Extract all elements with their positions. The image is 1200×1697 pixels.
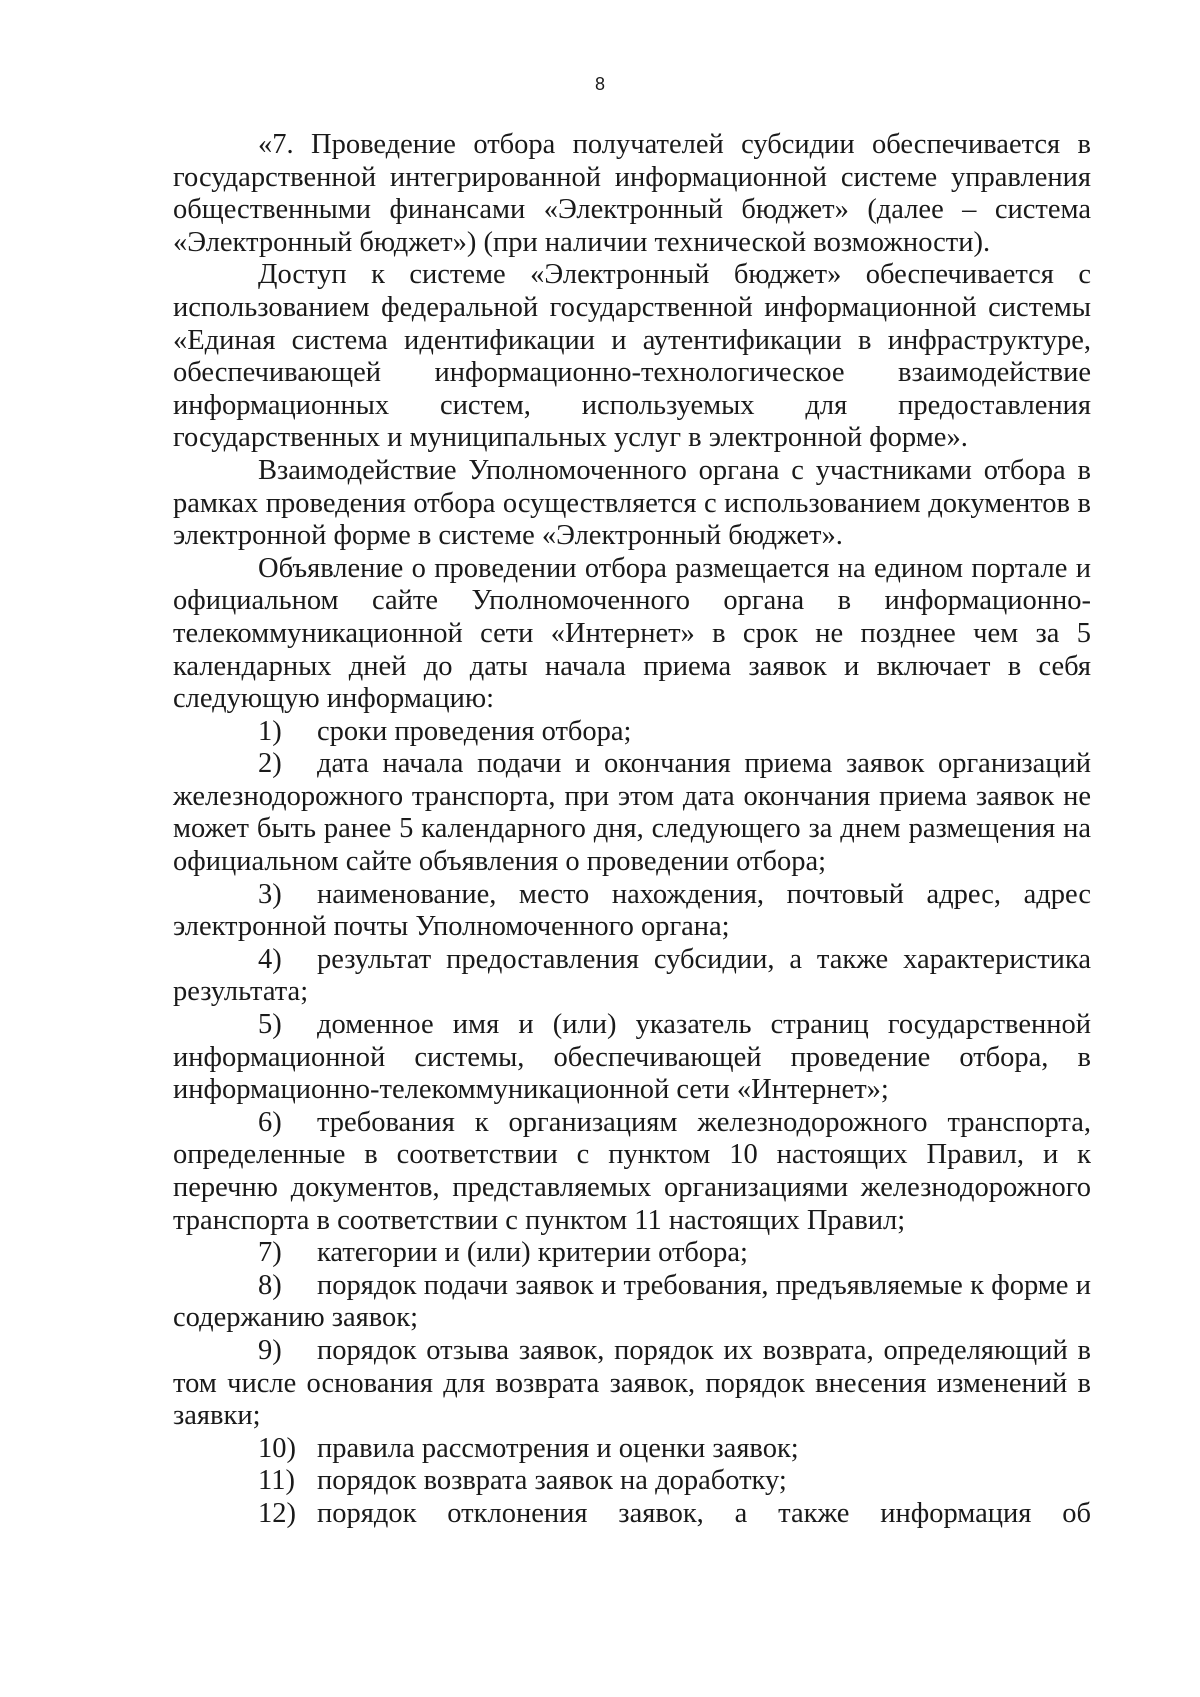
list-item [173,1498,1091,1531]
list-item-number: 10) [258,1432,296,1464]
list-item [173,1465,1091,1498]
list-item-number: 8) [258,1269,282,1301]
list-item [173,1237,1091,1270]
paragraph-announcement: Объявление о проведении отбора размещается на едином портале и официальном сайте Уполномоченного органа в информационно-телекоммуникационной сети «Интернет» в срок не позднее чем за 5 календарных дней до даты начала приема заявок и включает в себя следующую информацию: [173,552,1091,715]
list-item-number: 3) [258,878,282,910]
list-item [173,1009,1091,1107]
list-item-text: порядок отзыва заявок, порядок их возврата, определяющий в том числе основания для возврата заявок, порядок внесения изменений в заявки; [173,1334,1091,1432]
list-item-number: 11) [258,1465,295,1497]
paragraph-section-7: «7. Проведение отбора получателей субсидии обеспечивается в государственной интегрированной информационной системе управления общественными финансами «Электронный бюджет» (далее – система «Электронный бюджет») (при наличии технической возможности). [173,129,1091,258]
list-item-number: 4) [258,943,282,975]
list-item-text: требования к организациям железнодорожного транспорта, определенные в соответствии с пунктом 10 настоящих Правил, и к перечню документов, представляемых организациями железнодорожного транспорта в соответствии с пунктом 11 настоящих Правил; [173,1106,1091,1236]
list-item-number: 5) [258,1009,282,1041]
list-item-number: 2) [258,748,282,780]
list-item [173,879,1091,944]
list-item-text: правила рассмотрения и оценки заявок; [317,1432,799,1464]
paragraph-interaction: Взаимодействие Уполномоченного органа с участниками отбора в рамках проведения отбора осуществляется с использованием документов в электронной форме в системе «Электронный бюджет». [173,454,1091,552]
list-item-text: порядок подачи заявок и требования, предъявляемые к форме и содержанию заявок; [173,1269,1091,1334]
list-item-text: дата начала подачи и окончания приема заявок организаций железнодорожного транспорта, при этом дата окончания приема заявок не может быть ранее 5 календарного дня, следующего за днем размещения на официальном сайте объявления о проведении отбора; [173,748,1091,878]
list-item [173,1270,1091,1335]
list-item-text: результат предоставления субсидии, а также характеристика результата; [173,943,1091,1008]
list-item-number: 6) [258,1106,282,1138]
list-item-text: наименование, место нахождения, почтовый адрес, адрес электронной почты Уполномоченного органа; [173,878,1091,943]
list-item-text: категории и (или) критерии отбора; [317,1237,748,1269]
list-item-text: сроки проведения отбора; [317,715,632,747]
list-item-number: 7) [258,1237,282,1269]
list-item-text: порядок отклонения заявок, а также информация об [317,1497,1091,1529]
list-item [173,1335,1091,1433]
list-item-number: 1) [258,715,282,747]
list-item [173,716,1091,749]
announcement-info-list [173,716,1091,1531]
list-item-text: порядок возврата заявок на доработку; [317,1465,787,1497]
paragraph-access: Доступ к системе «Электронный бюджет» обеспечивается с использованием федеральной государственной информационной системы «Единая система идентификации и аутентификации в инфраструктуре, обеспечивающей информационно-технологическое взаимодействие информационных систем, используемых для предоставления государственных и муниципальных услуг в электронной форме». [173,259,1091,454]
list-item-number: 12) [258,1497,296,1529]
list-item [173,1433,1091,1466]
document-body [173,129,1091,1531]
list-item [173,748,1091,878]
list-item [173,944,1091,1009]
page-number: 8 [594,74,605,94]
list-item [173,1107,1091,1237]
list-item-text: доменное имя и (или) указатель страниц государственной информационной системы, обеспечивающей проведение отбора, в информационно-телекоммуникационной сети «Интернет»; [173,1009,1091,1106]
list-item-number: 9) [258,1334,282,1366]
